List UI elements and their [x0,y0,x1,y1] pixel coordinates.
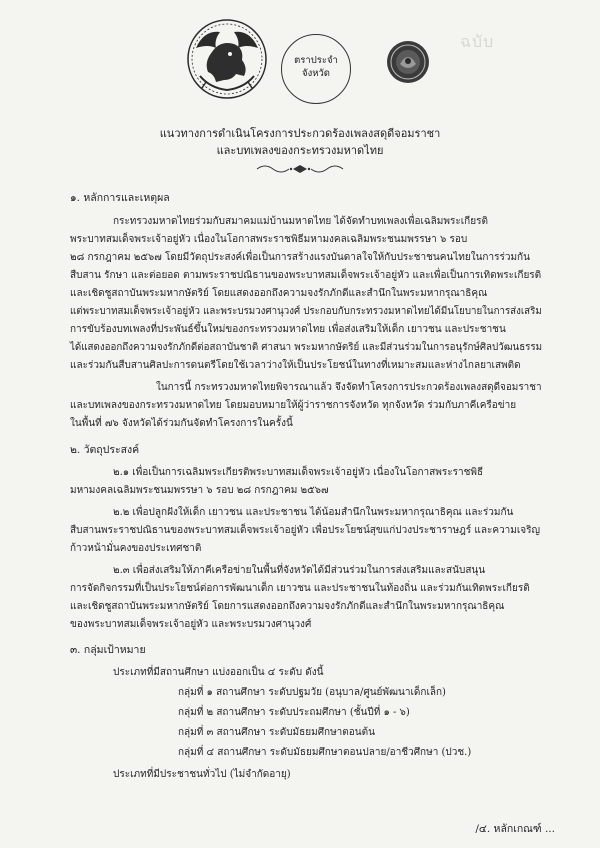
document-title-line1: แนวทางการดำเนินโครงการประกวดร้องเพลงสดุดีจอมราชา [159,127,441,140]
s3-group: กลุ่มที่ ๑ สถานศึกษา ระดับปฐมวัย (อนุบาล/ศูนย์พัฒนาเด็กเล็ก) [178,687,446,698]
section1-heading: ๑. หลักการและเหตุผล [70,192,170,204]
section3-heading: ๓. กลุ่มเป้าหมาย [70,644,146,656]
s1-line: และบทเพลงของกระทรวงมหาดไทย โดยมอบหมายให้ผู้ว่าราชการจังหวัด ทุกจังหวัด ร่วมกับภาคีเครือข่าย [70,400,517,411]
title-ornament-icon [255,163,345,175]
s1-line: การขับร้องบทเพลงที่ประพันธ์ขึ้นใหม่ของกระทรวงมหาดไทย เพื่อส่งเสริมให้เด็ก เยาวชน และประชาชน [70,324,506,335]
document-title-line2: และบทเพลงของกระทรวงมหาดไทย [216,144,384,157]
s1-line: ๒๘ กรกฎาคม ๒๕๖๗ โดยมีวัตถุประสงค์เพื่อเป็นการสร้างแรงบันดาลใจให้กับประชาชนคนไทยในการร่วมกัน [70,252,530,263]
s1-line: และร่วมกันสืบสานศิลปะการดนตรีโดยใช้เวลาว่างให้เป็นประโยชน์ในทางที่เหมาะสมและห่างไกลยาเสพติด [70,360,521,371]
seal-line2: จังหวัด [302,68,330,79]
section2-heading: ๒. วัตถุประสงค์ [70,444,140,456]
s1-line: กระทรวงมหาดไทยร่วมกับสมาคมแม่บ้านมหาดไทย ได้จัดทำบทเพลงเพื่อเฉลิมพระเกียรติ [113,216,488,227]
s1-line: และเชิดชูสถาบันพระมหากษัตริย์ โดยแสดงออกถึงความจงรักภักดีและสำนึกในพระมหากรุณาธิคุณ [70,288,488,299]
s2-line: ๒.๑ เพื่อเป็นการเฉลิมพระเกียรติพระบาทสมเด็จพระเจ้าอยู่หัว เนื่องในโอกาสพระราชพิธี [113,467,484,478]
s1-line: พระบาทสมเด็จพระเจ้าอยู่หัว เนื่องในโอกาสพระราชพิธีมหามงคลเฉลิมพระชนมพรรษา ๖ รอบ [70,234,468,245]
seal-line1: ตราประจำ [294,55,338,66]
next-page-reference: /๔. หลักเกณฑ์ ... [475,823,555,835]
s2-line: สืบสานพระราชปณิธานของพระบาทสมเด็จพระเจ้าอยู่หัว เพื่อประโยชน์สุขแก่ปวงประชาราษฎร์ และความเจริญ [70,525,541,536]
s2-line: ของพระบาทสมเด็จพระเจ้าอยู่หัว และพระบรมวงศานุวงศ์ [70,619,312,630]
ghost-bleed-text: ฉบับ [460,32,495,51]
association-emblem-icon [386,40,430,84]
s1-line: ได้แสดงออกถึงความจงรักภักดีต่อสถาบันชาติ ศาสนา พระมหากษัตริย์ และมีส่วนร่วมในการอนุรักษ์ศิลปวัฒนธรรม [70,342,543,353]
s2-line: ๒.๓ เพื่อส่งเสริมให้ภาคีเครือข่ายในพื้นที่จังหวัดได้มีส่วนร่วมในการส่งเสริมและสนับสนุน [113,565,486,576]
ministry-emblem-icon [186,18,268,100]
s2-line: การจัดกิจกรรมที่เป็นประโยชน์ต่อการพัฒนาเด็ก เยาวชน และประชาชนในท้องถิ่น และร่วมกันเทิดพระเกียรติ [70,583,530,594]
s3-group: กลุ่มที่ ๓ สถานศึกษา ระดับมัธยมศึกษาตอนต้น [178,727,375,738]
s1-line: ในการนี้ กระทรวงมหาดไทยพิจารณาแล้ว จึงจัดทำโครงการประกวดร้องเพลงสดุดีจอมราชา [156,382,542,393]
s1-line: ในพื้นที่ ๗๖ จังหวัดได้ร่วมกันจัดทำโครงการในครั้งนี้ [70,418,293,429]
s2-line: ก้าวหน้ามั่นคงของประเทศชาติ [70,543,202,554]
province-seal-placeholder [281,34,351,104]
s2-line: และเชิดชูสถาบันพระมหากษัตริย์ โดยการแสดงออกถึงความจงรักภักดีและสำนึกในพระมหากรุณาธิคุณ [70,601,505,612]
s3-group: กลุ่มที่ ๔ สถานศึกษา ระดับมัธยมศึกษาตอนปลาย/อาชีวศึกษา (ปวช.) [178,747,472,758]
s1-line: แต่พระบาทสมเด็จพระเจ้าอยู่หัว และพระบรมวงศานุวงศ์ ประกอบกับกระทรวงมหาดไทยได้มีนโยบายในการส่งเสริม [70,306,542,317]
s2-line: มหามงคลเฉลิมพระชนมพรรษา ๖ รอบ ๒๘ กรกฎาคม ๒๕๖๗ [70,485,329,496]
s1-line: สืบสาน รักษา และต่อยอด ตามพระราชปณิธานของพระบาทสมเด็จพระเจ้าอยู่หัว และเพื่อเป็นการเทิดพระเกียรติ [70,270,542,281]
s2-line: ๒.๒ เพื่อปลูกฝังให้เด็ก เยาวชน และประชาชน ได้น้อมสำนึกในพระมหากรุณาธิคุณ และร่วมกัน [113,507,514,518]
s3-type1: ประเภทที่มีสถานศึกษา แบ่งออกเป็น ๔ ระดับ ดังนี้ [113,667,324,678]
s3-type2: ประเภทที่มีประชาชนทั่วไป (ไม่จำกัดอายุ) [113,769,291,780]
s3-group: กลุ่มที่ ๒ สถานศึกษา ระดับประถมศึกษา (ชั้นปีที่ ๑ - ๖) [178,707,410,718]
